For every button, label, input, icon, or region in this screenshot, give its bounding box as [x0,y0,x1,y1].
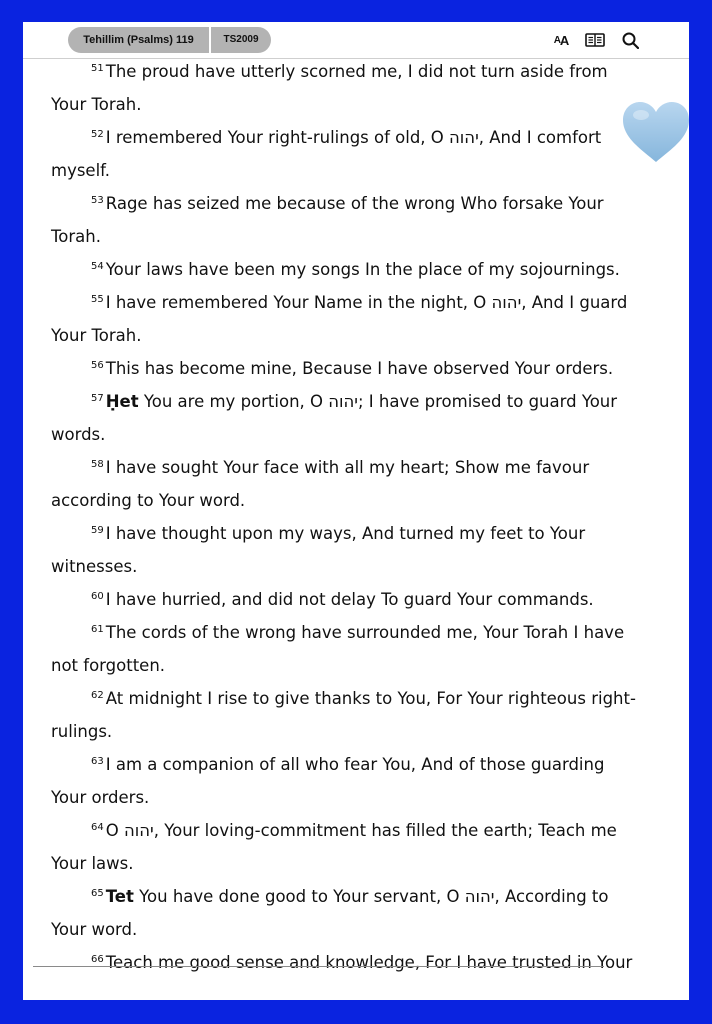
verse-text: I have thought upon my ways, And turned my feet to Your [105,524,586,543]
verse-text: You are my portion, O יהוה; I have promised to guard Your [138,392,618,411]
verse-number: 57 [91,392,104,404]
search-icon[interactable] [620,31,640,49]
hebrew-letter-heading: Ḥet [105,392,139,411]
heart-icon[interactable] [620,100,692,166]
verse-number: 61 [91,623,104,635]
book-icon[interactable] [584,31,606,49]
verse-text: At midnight I rise to give thanks to You, For Your righteous right- [105,689,636,708]
verse-line[interactable] [74,517,654,550]
verse-text: I have sought Your face with all my heart; Show me favour [105,458,590,477]
verse-line[interactable] [74,352,654,385]
verse-number: 56 [91,359,104,371]
verse-text: I have remembered Your Name in the night, O יהוה, And I guard [105,293,628,312]
verse-number: 64 [91,821,104,833]
version-selector[interactable]: TS2009 [211,27,271,53]
verse-line[interactable] [74,748,654,781]
verse-number: 62 [91,689,104,701]
verse-line[interactable] [74,187,654,220]
verse-number: 53 [91,194,104,206]
verse-line[interactable] [74,616,654,649]
verse-line[interactable] [74,880,654,913]
verse-line[interactable] [51,88,654,121]
verse-text: I am a companion of all who fear You, And of those guarding [105,755,605,774]
verse-text: You have done good to Your servant, O יהוה, According to [133,887,609,906]
verse-text: words. [51,425,106,444]
verse-line[interactable] [74,55,654,88]
verse-text: not forgotten. [51,656,166,675]
verse-line[interactable] [74,451,654,484]
verse-text: I remembered Your right-rulings of old, O יהוה, And I comfort [105,128,602,147]
verse-text: Your orders. [51,788,150,807]
verse-line[interactable] [74,814,654,847]
verse-text: The proud have utterly scorned me, I did not turn aside from [105,62,608,81]
book-chapter-selector[interactable]: Tehillim (Psalms) 119 [68,27,209,53]
verse-number: 60 [91,590,104,602]
verse-text: Your laws have been my songs In the place of my sojournings. [105,260,620,279]
verse-text: witnesses. [51,557,138,576]
verse-number: 66 [91,953,104,965]
verse-text: Your Torah. [51,95,142,114]
verse-line[interactable] [74,286,654,319]
verse-text: Torah. [51,227,101,246]
verse-line[interactable] [74,682,654,715]
verse-text: Your word. [51,920,138,939]
verse-number: 59 [91,524,104,536]
verse-text: Your Torah. [51,326,142,345]
verse-text: according to Your word. [51,491,246,510]
verse-text: This has become mine, Because I have observed Your orders. [105,359,614,378]
verse-line[interactable] [51,550,654,583]
verse-number: 63 [91,755,104,767]
verse-text: I have hurried, and did not delay To guard Your commands. [105,590,594,609]
verse-line[interactable] [51,154,654,187]
verse-number: 52 [91,128,104,140]
verse-text: Teach me good sense and knowledge, For I have trusted in Your [105,953,633,972]
verse-line[interactable] [74,946,654,979]
verse-line[interactable] [51,781,654,814]
verse-line[interactable] [74,253,654,286]
verse-number: 51 [91,62,104,74]
verse-line[interactable] [74,385,654,418]
verse-line[interactable] [51,913,654,946]
verse-number: 55 [91,293,104,305]
verse-line[interactable] [51,649,654,682]
verse-text: Your laws. [51,854,134,873]
verse-text: myself. [51,161,111,180]
verse-text: The cords of the wrong have surrounded me, Your Torah I have [105,623,625,642]
verse-line[interactable] [74,121,654,154]
verse-text: rulings. [51,722,113,741]
verse-line[interactable] [51,418,654,451]
verse-number: 54 [91,260,104,272]
verse-line[interactable] [74,583,654,616]
verse-line[interactable] [51,847,654,880]
bottom-divider [33,966,604,967]
hebrew-letter-heading: Tet [105,887,134,906]
verse-text: O יהוה, Your loving-commitment has filled the earth; Teach me [105,821,617,840]
verse-number: 58 [91,458,104,470]
verse-line[interactable] [51,715,654,748]
text-size-icon[interactable]: A A [553,32,569,48]
verse-line[interactable] [51,220,654,253]
verse-number: 65 [91,887,104,899]
verse-line[interactable] [51,319,654,352]
reader-header [23,22,689,59]
verse-line[interactable] [51,484,654,517]
chapter-text [51,55,654,979]
verse-text: Rage has seized me because of the wrong Who forsake Your [105,194,604,213]
reader-page [23,22,689,1000]
